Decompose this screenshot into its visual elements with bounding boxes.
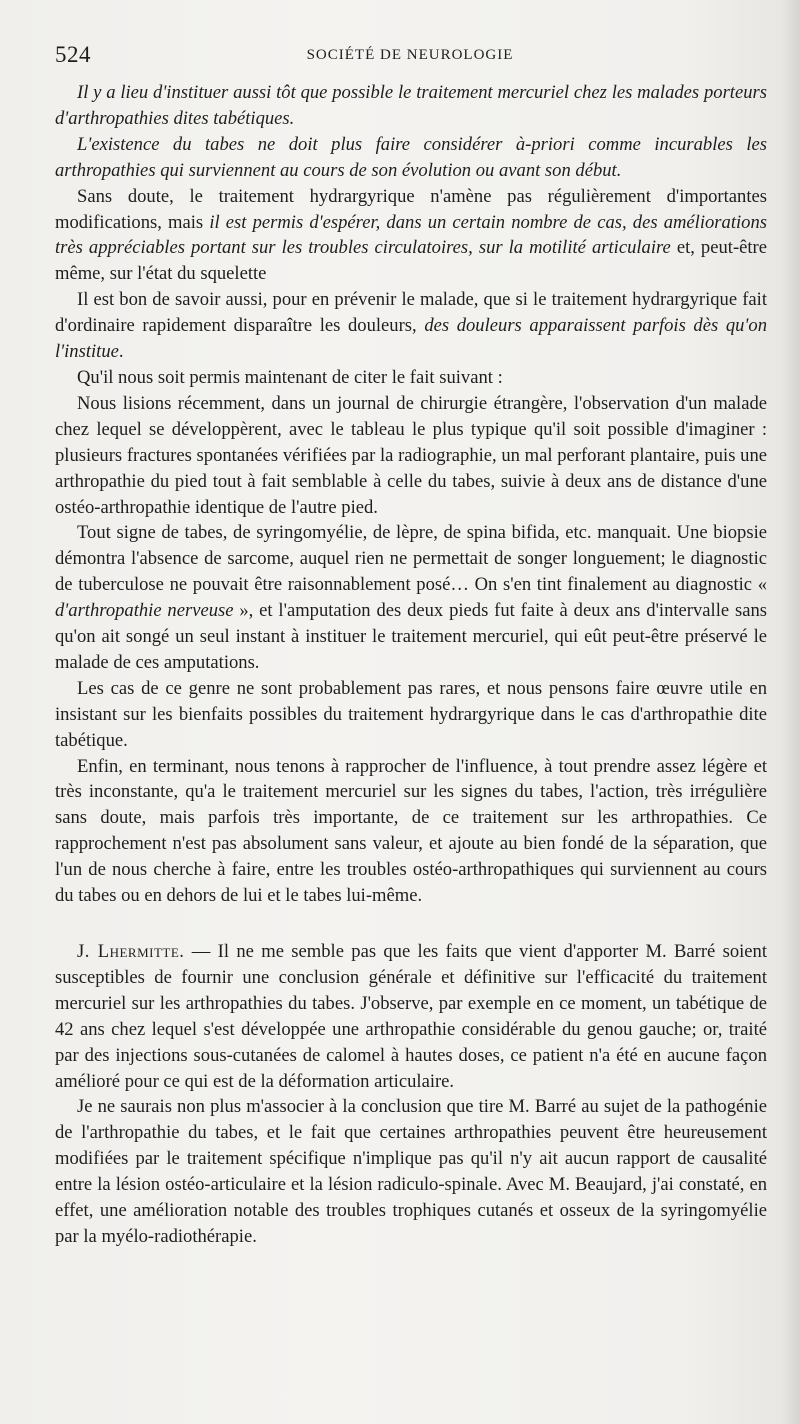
paragraph: Nous lisions récemment, dans un journal de chirurgie étrangère, l'observation d'un malade chez lequel se développèrent, avec le tableau le plus typique qu'il soit possible d'imaginer : plusieurs fractures spontanées vérifiées par la radiographie, un mal perforant plantaire, puis une arthropathie du pied tout à fait semblable à celle du tabes, suivie à deux ans de distance d'une ostéo-arthropathie identique de l'autre pied. [55, 392, 767, 518]
paragraph: Je ne saurais non plus m'associer à la conclusion que tire M. Barré au sujet de la pathogénie de l'arthropathie du tabes, et le fait que certaines arthropathies peuvent être heureusement modifiées par le traitement spécifique n'implique pas qu'il n'y ait aucun rapport de causalité entre la lésion ostéo-articulaire et la lésion radiculo-spinale. Avec M. Beaujard, j'ai constaté, en effet, une amélioration notable des troubles trophiques cutanés et osseux de la syringomyélie par la myélo-radiothérapie. [55, 1096, 767, 1247]
paragraph-text: — Il ne me semble pas que les faits que vient d'apporter M. Barré soient susceptibles de fournir une conclusion générale et définitive sur l'efficacité du traitement mercuriel sur les arthropathies du tabes. J'observe, par exemple en ce moment, un tabétique de 42 ans chez lequel s'est développée une arthropathie considérable du genou gauche; or, traité par des injections sous-cutanées de calomel à hautes doses, ce patient n'a été en aucune façon amélioré pour ce qui est de la déformation articulaire. [55, 941, 768, 1092]
paragraph-text: . [118, 341, 124, 363]
page-header [55, 42, 765, 72]
paragraph: Les cas de ce genre ne sont probablement pas rares, et nous pensons faire œuvre utile en insistant sur les bienfaits possibles du traitement hydrargyrique dans le cas d'arthropathie dite tabétique. [55, 677, 767, 751]
italic-text: d'arthropathie nerveuse [55, 600, 234, 622]
paragraph [55, 184, 767, 288]
page-number: 524 [55, 42, 91, 67]
body-text [55, 80, 767, 1250]
paragraph-text: L'existence du tabes ne doit plus faire considérer à-priori comme incurables les arthropathies qui surviennent au cours de son évolution ou avant son début. [55, 133, 767, 181]
paragraph [55, 287, 767, 365]
paragraph: Qu'il nous soit permis maintenant de citer le fait suivant : [77, 366, 503, 388]
paragraph-text: Tout signe de tabes, de syringomyélie, de lèpre, de spina bifida, etc. manquait. Une biopsie démontra l'absence de sarcome, auquel rien ne permettait de songer longuement; le diagnostic de tuberculose ne pouvait être raisonnablement posé… On s'en tint finalement au diagnostic « [55, 522, 767, 596]
paragraph [55, 939, 767, 1094]
running-head: SOCIÉTÉ DE NEUROLOGIE [306, 47, 514, 63]
paragraph [55, 132, 767, 184]
paragraph [55, 80, 767, 132]
speaker-name: J. Lhermitte. [77, 941, 185, 962]
italic-text: il est permis d'espérer, dans un certain nombre de cas, des améliorations très appréciables portant sur les troubles circulatoires, sur la motilité articulaire [55, 211, 768, 259]
italic-text: des douleurs apparaissent parfois dès qu'on l'institue [55, 315, 767, 363]
paragraph [55, 520, 767, 675]
paragraph-text: Il y a lieu d'instituer aussi tôt que possible le traitement mercuriel chez les malades porteurs d'arthropathies dites tabétiques. [55, 82, 767, 129]
paragraph-text: Il est bon de savoir aussi, pour en prévenir le malade, que si le traitement hydrargyrique fait d'ordinaire rapidement disparaître les douleurs, [55, 289, 767, 337]
paragraph: Enfin, en terminant, nous tenons à rapprocher de l'influence, à tout prendre assez légère et très inconstante, qu'a le traitement mercuriel sur les signes du tabes, l'action, très irrégulière sans doute, mais parfois très importante, de ce traitement sur les arthropathies. Ce rapprochement n'est pas absolument sans valeur, et ajoute au bien fondé de la séparation, que l'un de nous cherche à faire, entre les troubles ostéo-arthropathiques qui surviennent au cours du tabes ou en dehors de lui et le tabes lui-même. [55, 755, 767, 907]
paragraph-text: Sans doute, le traitement hydrargyrique n'amène pas régulièrement d'importantes modifications, mais [55, 185, 767, 233]
paragraph-text: et, peut-être même, sur l'état du squelette [55, 237, 767, 285]
section-gap [55, 909, 767, 939]
page-edge-shadow [782, 0, 800, 1424]
paragraph-text: », et l'amputation des deux pieds fut faite à deux ans d'intervalle sans qu'on ait songé un seul instant à instituer le traitement mercuriel, qui eût peut-être préservé le malade de ces amputations. [55, 600, 767, 673]
